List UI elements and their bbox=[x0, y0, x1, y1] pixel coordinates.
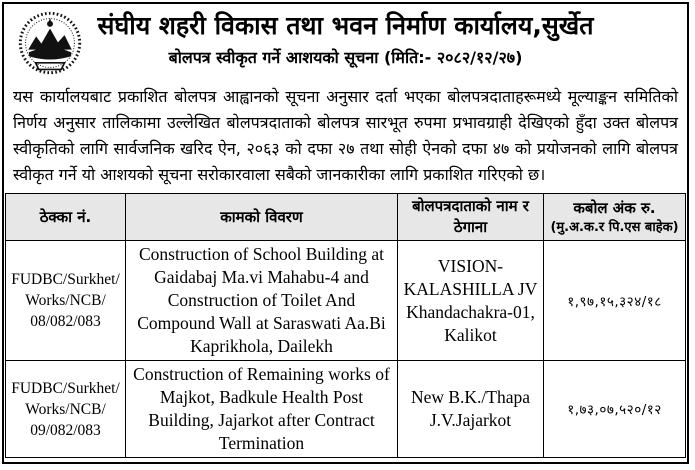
bidder-name-cell: VISION-KALASHILLA JV Khandachakra-01, Kalikot bbox=[398, 241, 544, 361]
work-description-cell: Construction of Remaining works of Majkot, Badkule Health Post Building, Jajarkot after Contract Termination bbox=[126, 361, 398, 458]
tender-table bbox=[5, 193, 686, 458]
document-header bbox=[4, 4, 687, 76]
contract-no-line: FUDBC/Surkhet/ bbox=[11, 271, 120, 288]
col-header-bidder-name-address: बोलपत्रदाताको नाम र ठेगाना bbox=[398, 194, 544, 241]
amount-cell: १,७३,०७,५२०/१२ bbox=[544, 361, 686, 458]
work-description-cell: Construction of School Building at Gaidabaj Ma.vi Mahabu-4 and Construction of Toilet And Compound Wall at Saraswati Aa.Bi Kaprikhola, Dailekh bbox=[126, 241, 398, 361]
col-header-work-description: कामको विवरण bbox=[126, 194, 398, 241]
amount-cell: १,९७,१५,३२४/१८ bbox=[544, 241, 686, 361]
table-row bbox=[6, 361, 686, 458]
contract-no-cell bbox=[6, 361, 126, 458]
bidder-name-cell: New B.K./Thapa J.V.Jajarkot bbox=[398, 361, 544, 458]
contract-no-line: Works/NCB/ bbox=[25, 400, 106, 418]
table-header-row bbox=[6, 194, 686, 241]
contract-no-line: FUDBC/Surkhet/ bbox=[11, 379, 120, 397]
notice-subtitle: बोलपत्र स्वीकृत गर्ने आशयको सूचना (मिति:- २०८२/१२/२७) bbox=[168, 48, 523, 67]
page-title: संघीय शहरी विकास तथा भवन निर्माण कार्यालय,सुर्खेत bbox=[97, 11, 594, 40]
col-header-contract-no: ठेक्का नं. bbox=[6, 194, 126, 241]
title-block bbox=[4, 4, 687, 68]
contract-no-line: Works/NCB/ bbox=[25, 292, 106, 309]
contract-no-cell bbox=[6, 241, 126, 361]
notice-body-paragraph: यस कार्यालयबाट प्रकाशित बोलपत्र आह्वानको सूचना अनुसार दर्ता भएका बोलपत्रदाताहरूमध्ये मूल्याङ्कन समितिको निर्णय अनुसार तालिकामा उल्लेखित बोलपत्रदाताको बोलपत्र सारभूत रुपमा प्रभावग्राही देखिएको हुँदा उक्त बोलपत्र स्वीकृतिको लागि सार्वजनिक खरिद ऐन, २०६३ को दफा २७ तथा सोही ऐनको दफा ४७ को प्रयोजनको लागि बोलपत्र स्वीकृत गर्ने यो आशयको सूचना सरोकारवाला सबैको जानकारीका लागि प्रकाशित गरिएको छ। bbox=[13, 87, 678, 184]
col-header-amount bbox=[544, 194, 686, 241]
table-row bbox=[6, 241, 686, 361]
nepal-emblem-icon bbox=[17, 10, 83, 76]
contract-no-line: 08/082/083 bbox=[30, 313, 101, 330]
notice-document bbox=[2, 2, 689, 464]
col-header-amount-sublabel: (मु.अ.क.र पि.एस बाहेक) bbox=[550, 219, 679, 235]
col-header-amount-label: कबोल अंक रु. bbox=[573, 198, 656, 217]
contract-no-line: 09/082/083 bbox=[30, 421, 101, 439]
